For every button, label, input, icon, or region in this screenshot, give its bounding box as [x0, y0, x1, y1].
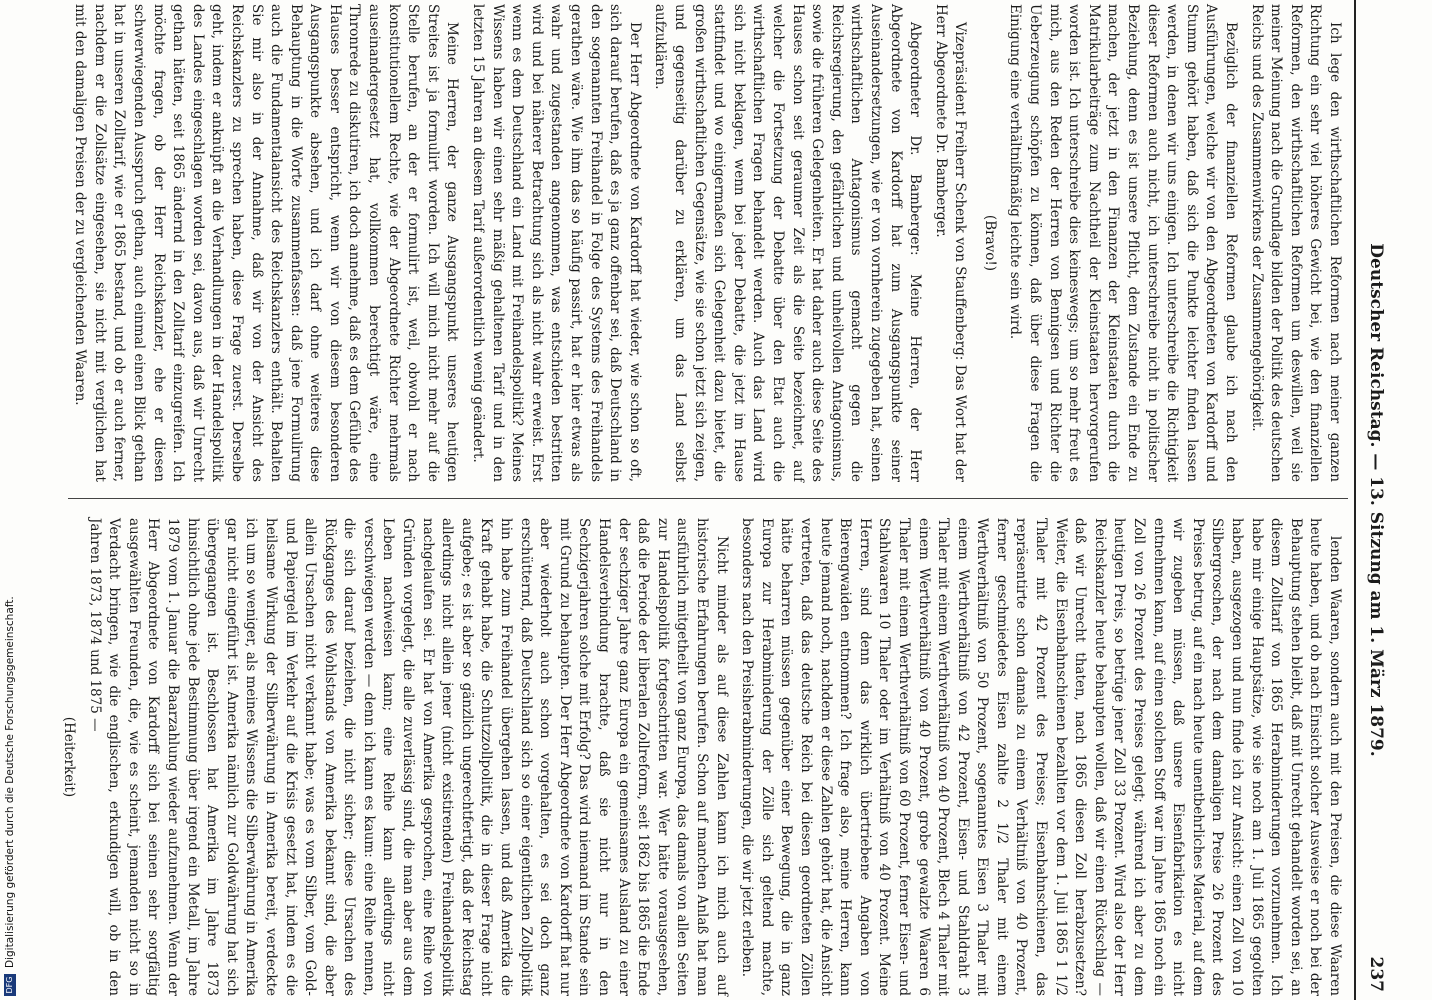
page-number: 237	[1366, 956, 1386, 992]
paragraph: Ich lege den wirthschaftlichen Reformen nach meiner ganzen Richtung ein sehr viel höheres Gewicht bei, wie den finanziellen Reformen, den wirthschaftlichen Reformen um deswillen, weil sie meiner Meinung nach die Grundlage bilden der Politik des deutschen Reichs und des Zusammenwirkens der Zusammengehörigkeit.	[1248, 4, 1343, 482]
header-rule	[1354, 0, 1356, 1000]
text-column-right	[61, 518, 1344, 996]
column-divider	[68, 498, 1348, 499]
paragraph: Nicht minder als auf diese Zahlen kann ich mich auch auf historische Erfahrungen berufen. Schon auf manchen Anlaß hat man ausführlich mitgetheilt von ganz Europa, das damals von allen Seiten zur Handelspolitik fortgeschritten war. Wer hätte vorausgesehen, daß die Periode der liberalen Zollreform, seit 1862 bis 1865 die Ende der sechziger Jahre ganz Europa ein gemeinsames Ausland zu einer Handelsverbindung brachte, daß sie nicht nur in den Sechzigerjahren solche mit Erfolg? Das wird niemand im Stande sein mit Grund zu behaupten. Der Herr Abgeordnete von Kardorff hat nur aber wiederholt auch schon vorgehalten, es sei doch ganz erschütternd, daß Deutschland sich so einer eigentlichen Zollpolitik hin habe zum Freihandel übergehen lassen, und daß Amerika die Kraft gehabt habe, die Schutzzollpolitik, die in dieser Frage nicht aufgebe; es ist aber so gänzlich ungerechtfertigt, daß der Reichstag allerdings nicht allein jener (nicht existirenden) Freihandelspolitik nachgelaufen sei. Er hat von Amerika gesprochen, eine Reihe von Gründen vorgelegt, die alle zuverlässig sind, die man aber aus dem Leben nachweisen kann; eine Reihe kann allerdings nicht verschwiegen werden — denn ich kann es kaum: eine Reihe nennen, die sich darauf beziehen, die nicht sicher; diese Ursachen des Rückganges des Wohlstands von Amerika bekannt sind, die aber allein Ursachen nicht verkannt habe; was es vom Silber, vom Gold- und Papiergeld im Verkehr auf die Krisis gesetzt hat, indem es die heilsame Wirkung der Silberwährung in Amerika bereit, verdeckte ich um so weniger, als meines Wissens die Silberwährung in Amerika gar nicht eingeführt ist. Amerika nämlich zur Goldwährung hat sich übergegangen ist. Beschlossen hat Amerika im Jahre 1873 hinsichtlich ohne jede Bestimmung über irgend ein Metall, im Jahre 1879 vom 1. Januar die Baarzahlung wieder aufzunehmen. Wenn der Herr Abgeordnete von Kardorff sich bei seinen sehr sorgfältig ausgewählten Freunden, die, wie es scheint, jemanden nicht so in Verdacht bringen, wie die englischen, erkundigen will, ob in den Jahren 1873, 1874 und 1875 —	[86, 518, 730, 996]
paragraph: Meine Herren, der ganze Ausgangspunkt unseres heutigen Streites ist ja formulirt worden. Ich will mich nicht mehr auf die Stelle berufen, an der er formulirt ist, weil, obwohl er nach konstitutionellem Rechte, wie der Abgeordnete Richter mehrmals auseinandergesetzt hat, vollkommen berechtigt wäre, eine Thronrede zu diskutiren, ich doch annehme, daß es dem Gefühle des Hauses besser entspricht, wenn wir von diesem besonderen Ausgangspunkte absehen, und ich darf ohne weiteres diese Behauptung in die Worte zusammenfassen: daß jene Formulirung auch die Fundamentalansicht des Reichskanzlers enthält. Behalten Sie mir also in der Annahme, daß wir von der Ansicht des Reichskanzlers zu sprechen haben, diese Frage zuerst. Derselbe geht, indem er anknüpft an die Verhandlungen in der Handelspolitik des Landes eingeschlagen worden sei, davon aus, daß wir Unrecht gethan hätten, seit 1865 ändernd in den Zolltarif einzugreifen. Ich möchte fragen, ob der Herr Reichskanzler, ehe er diesen schwerwiegenden Ausspruch gethan, auch einmal einen Blick gethan hat in unseren Zolltarif, wie er 1865 bestand, und ob er auch ferner, nachdem er die Zollsätze eingesehen, sie nicht mit verglichen hat mit den damaligen Preisen der zu vergleichenden Waaren.	[72, 4, 461, 482]
rotated-page-content	[56, 0, 1396, 1000]
paragraph: Abgeordneter Dr. Bamberger: Meine Herren, der Herr Abgeordnete von Kardorff hat zum Ausgangspunkte seiner Auseinandersetzungen, wie er von vornherein zugegeben hat, seinen wirthschaftlichen Antagonismus gemacht gegen die Reichsregierung, den gefährlichen und unheilvollen Antagonismus, sowie die früheren Gelegenheiten. Er hat daher auch diese Seite des Hauses schon seit geraumer Zeit als die Seite bezeichnet, auf welcher die Fortsetzung der Debatte über den Etat auch die wirthschaftlichen Fragen behandelt werden. Auch das Land wird sich nicht beklagen, wenn bei jeder Debatte, die jetzt im Hause stattfindet und wo einigermaßen sich Gelegenheit dazu bietet, die großen wirthschaftlichen Gegensätze, wie sie schon jetzt sich zeigen, und gegenseitig darüber zu erklären, um das Land selbst aufzuklären.	[652, 4, 924, 482]
paragraph: lenden Waaren, sondern auch mit den Preisen, die diese Waaren heute haben, und ob nach Einsicht solcher Ausweise er noch bei der Behauptung stehen bleibt, daß mit Unrecht gehandelt worden sei, an diesem Zolltarif von 1865 Herabminderungen vorzunehmen. Ich habe mir einige Hauptsätze, wie sie noch am 1. Juli 1865 gegolten haben, ausgezogen und nun finde ich zur Ansicht: einen Zoll von 10 Silbergroschen, der nach dem damaligen Preise 26 Prozent des Preises betrug, auf ein nach heute unentbehrliches Material, auf dem wir zugeben müssen, daß unsere Eisenfabrikation es nicht entnehmen kann, auf einen solchen Stoff war im Jahre 1865 noch ein Zoll von 26 Prozent des Preises gelegt; während ich aber zu dem heutigen Preis, so betrüge jener Zoll 33 Prozent. Wird also der Herr Reichskanzler heute behaupten wollen, daß wir einen Rückschlag — daß wir Unrecht thaten, nach 1865 diesen Zoll herabzusetzen? Weiter, die Eisenbahnschienen bezahlten vor dem 1. Juli 1865 1 1/2 Thaler mit 42 Prozent des Preises; Eisenbahnschienen, das repräsentirte schon damals zu einem Verhältniß von 40 Prozent, ferner geschmiedetes Eisen zahlte 2 1/2 Thaler mit einem Werthverhältniß von 50 Prozent, sogenanntes Eisen 3 Thaler mit einem Werthverhältniß von 42 Prozent, Eisen- und Stahldraht 3 Thaler mit einem Werthverhältniß von 40 Prozent, Blech 4 Thaler mit einem Werthverhältniß von 40 Prozent, grobe gewalzte Waaren 6 Thaler mit einem Werthverhältniß von 60 Prozent, ferner Eisen- und Stahlwaaren 10 Thaler oder im Verhältniß von 40 Prozent. Meine Herren, sind denn das wirklich übertriebene Angaben von Bierengwaiden entnommen? Ich frage also, meine Herren, kann heute jemand noch, nachdem er diese Zahlen gehört hat, die Ansicht vertreten, daß das deutsche Reich bei diesen geordneten Zöllen hätte beharren müssen gegenüber einer Bewegung, die in ganz Europa zur Herabminderung der Zölle sich geltend machte, besonders nach den Preisherabminderungen, die wir jetzt erleben.	[739, 518, 1343, 996]
header-title: Deutscher Reichstag. — 13. Sitzung am 1. März 1879.	[1366, 243, 1386, 757]
paragraph: Der Herr Abgeordnete von Kardorff hat wieder, wie schon so oft, sich darauf berufen, daß es ja ganz offenbar sei, daß Deutschland in den sogenannten Freihandel in Folge des Systems des Freihandels gerathen wäre. Wie ihm das so häufig passirt, hat er hier etwas als wahr und zugestanden angenommen, was entschieden bestritten wird und bei näherer Betrachtung sich als nicht wahr erweist. Erst wenn es dem Deutschland ein Land mit Freihandelspolitik? Meines Wissens haben wir einen sehr mäßig gehaltenen Tarif und in den letzten 15 Jahren an diesem Tarif außerordentlich wenig geändert.	[470, 4, 643, 482]
digitization-credit	[4, 0, 20, 996]
page-header	[1358, 0, 1392, 1000]
president-statement: Vizepräsident Freiherr Schenk von Stauffenberg: Das Wort hat der Herr Abgeordnete Dr. Bamberger.	[932, 4, 969, 482]
dfg-logo: DFG	[4, 974, 16, 996]
heiterkeit-note: (Heiterkeit)	[61, 716, 77, 798]
digitization-credit-text: Digitalisierung gefördert durch die Deutsche Forschungsgemeinschaft.	[4, 596, 16, 968]
text-column-left	[68, 4, 1344, 482]
bravo-note: (Bravo!)	[981, 214, 998, 272]
paragraph: Bezüglich der finanziellen Reformen glaube ich nach den Ausführungen, welche wir von den Abgeordneten von Kardorff und Stumm gehört haben, daß sich die Punkte leichter finden lassen werden, in denen wir uns einigen. Ich unterschreibe die Richtigkeit dieser Reformen auch nicht, ich unterschreibe nicht in politischer Beziehung, denn es ist unsere Pflicht, dem Zustande ein Ende zu machen, der jetzt in den Finanzen der Kleinstaaten durch die Matrikularbeiträge zum Nachtheil der Kleinstaaten hervorgerufen worden ist. Ich unterschreibe dies keineswegs; um so mehr freut es mich, aus den Reden der Herren von Bennigsen und Richter die Ueberzeugung schöpfen zu können, daß über diese Fragen die Einigung eine verhältnißmäßig leichte sein wird.	[1007, 4, 1240, 482]
